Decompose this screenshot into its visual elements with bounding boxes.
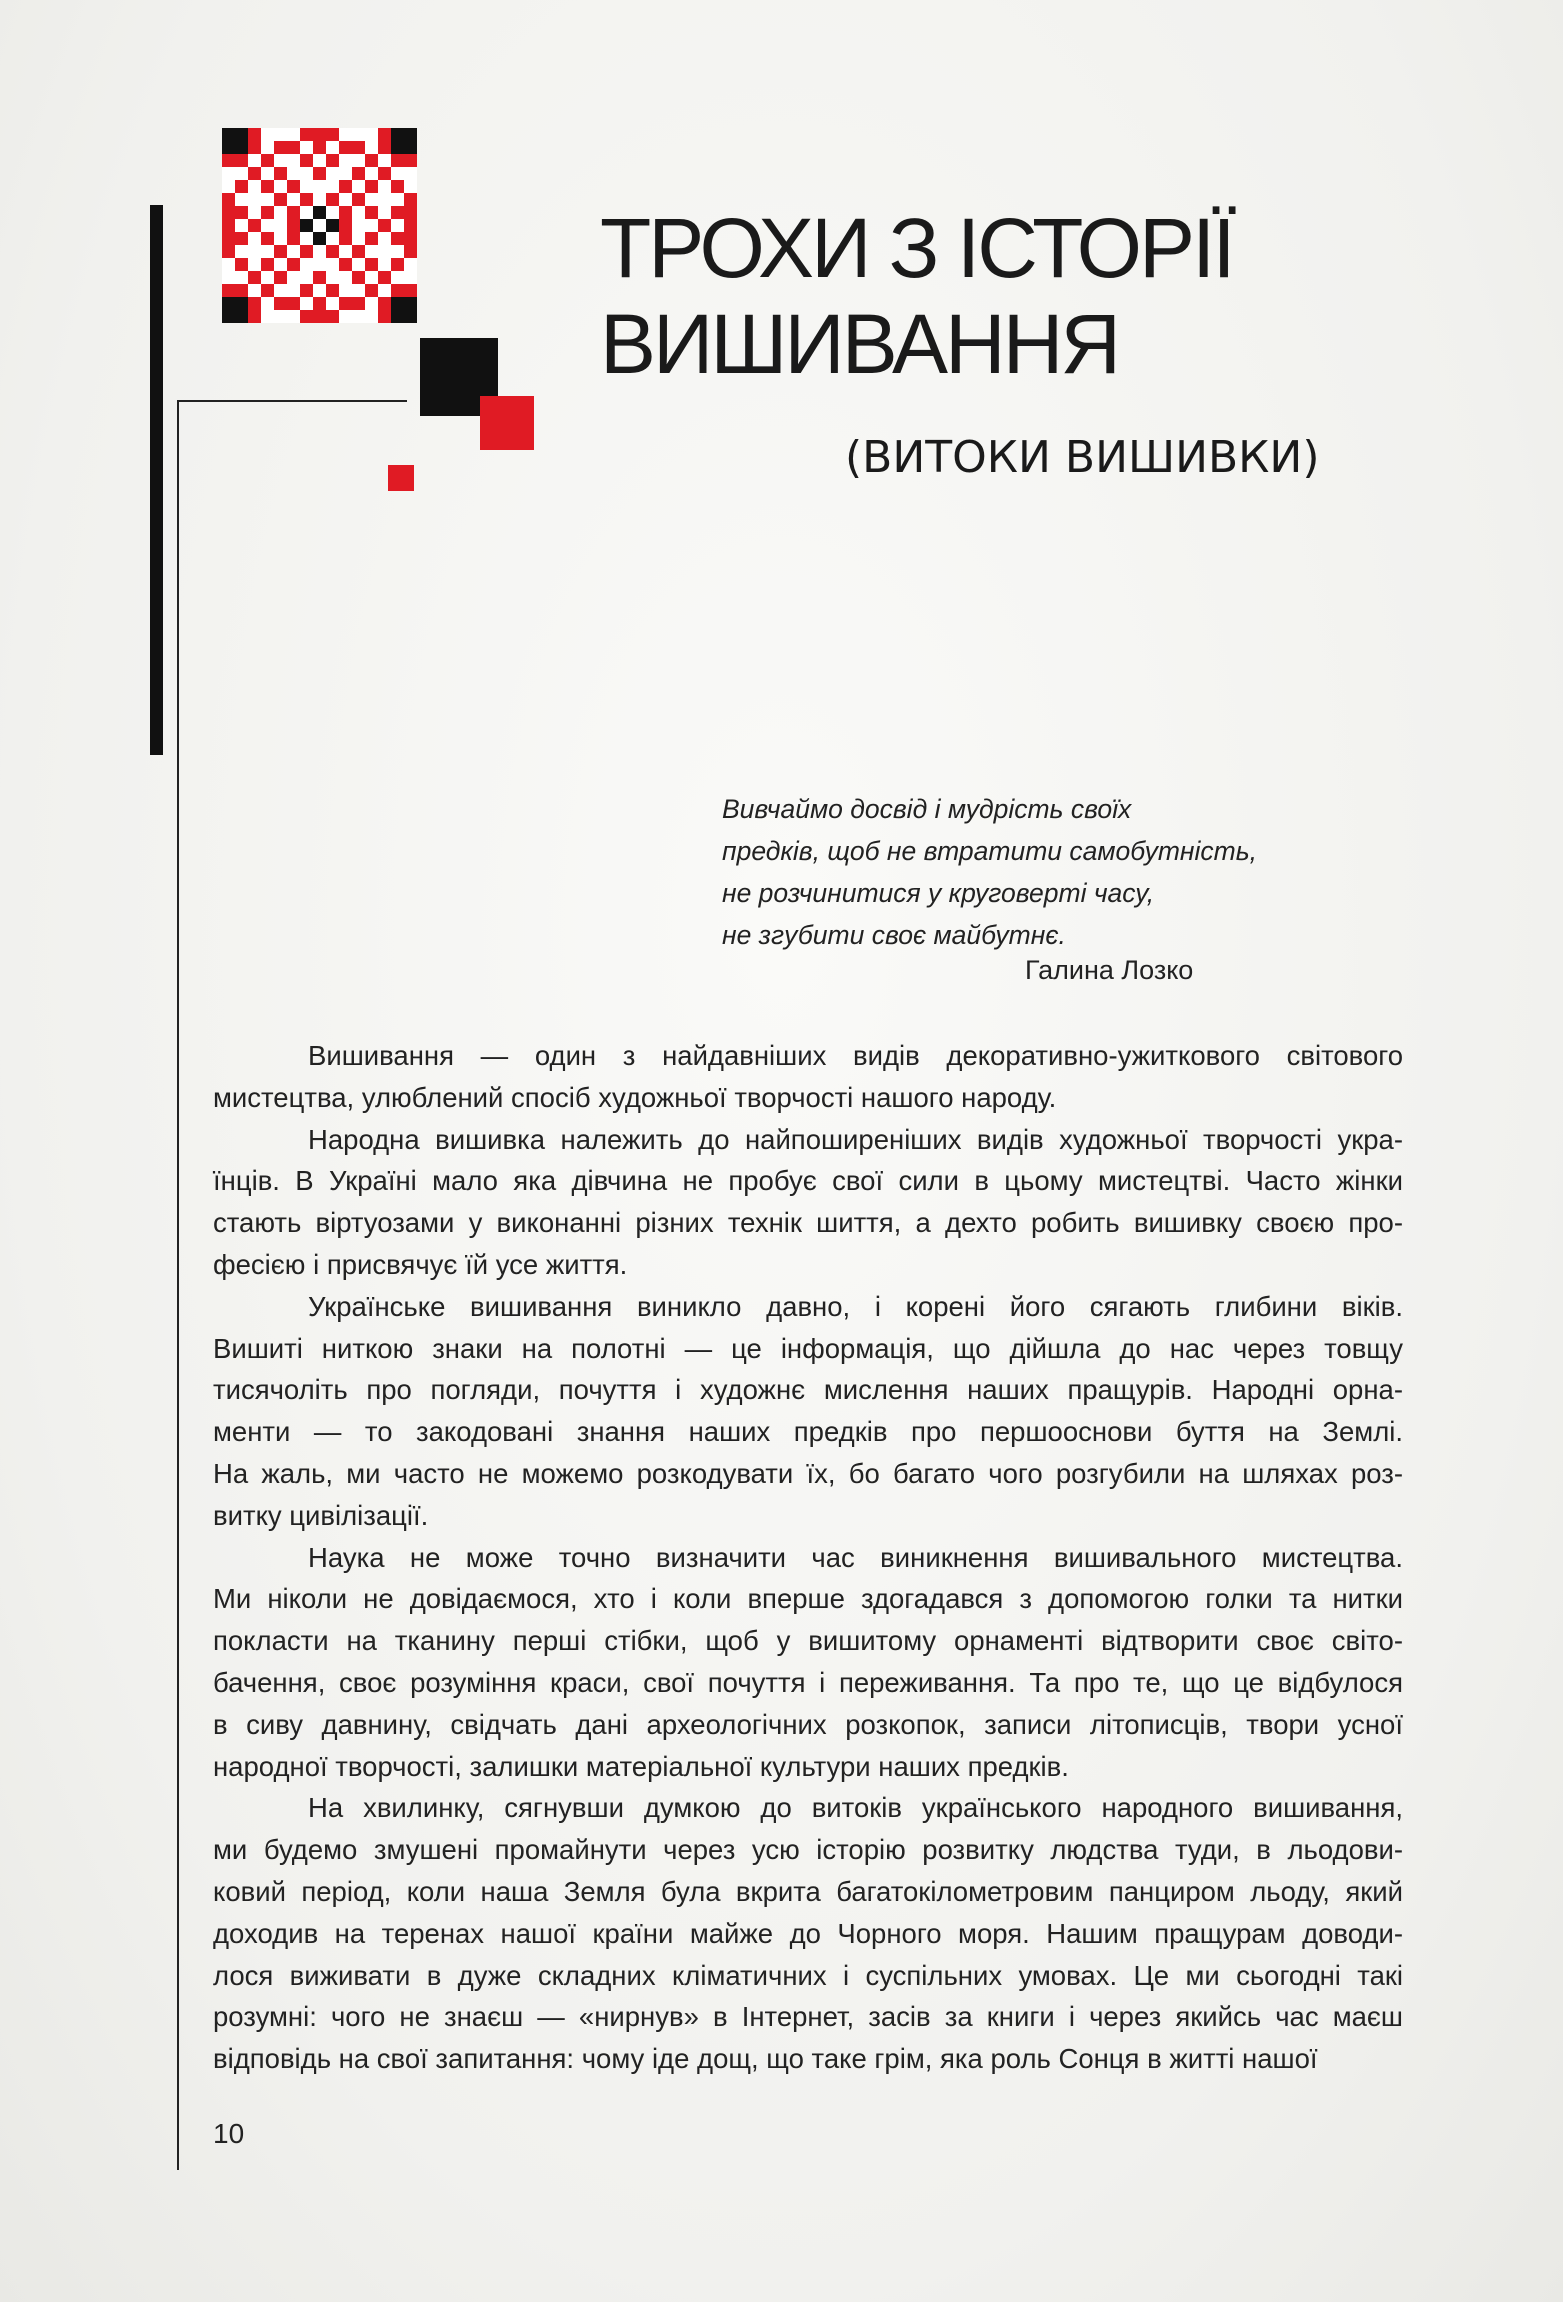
paragraph: [213, 1119, 1403, 1286]
paragraph-line: На жаль, ми часто не можемо розкодувати їх, бо багато чого розгубили на шляхах роз-: [213, 1457, 1403, 1489]
title-line-1: ТРОХИ З ІСТОРІЇ: [600, 201, 1233, 295]
paragraph-line: стають віртуозами у виконанні різних технік шиття, а дехто робить вишивку своєю про-: [213, 1207, 1403, 1239]
paragraph-line: їнців. В Україні мало яка дівчина не пробує свої сили в цьому мистецтві. Часто жінки: [213, 1165, 1403, 1197]
paragraph-line: лося виживати в дуже складних кліматичних і суспільних умовах. Це ми сьогодні такі: [213, 1959, 1403, 1991]
vertical-black-rule: [150, 205, 163, 755]
paragraph: [213, 1787, 1403, 2080]
horizontal-thin-rule: [177, 400, 407, 402]
paragraph-line: фесією і присвячує їй усе життя.: [213, 1248, 628, 1280]
paragraph: [213, 1035, 1403, 1119]
paragraph-line: покласти на тканину перші стібки, щоб у вишитому орнаменті відтворити своє світо-: [213, 1625, 1403, 1657]
page-number: 10: [213, 2118, 245, 2149]
paragraph-line: мистецтва, улюблений спосіб художньої творчості нашого народу.: [213, 1081, 1057, 1113]
paragraph-line: в сиву давнину, свідчать дані археологічних розкопок, записи літописців, твори усної: [213, 1708, 1403, 1740]
paragraph-line: бачення, своє розуміння краси, свої почуття і переживання. Та про те, що це відбулося: [213, 1666, 1403, 1698]
paragraph-line: тисячоліть про погляди, почуття і художнє мислення наших пращурів. Народні орна-: [213, 1374, 1403, 1406]
paragraph-line: Вишивання — один з найдавніших видів декоративно-ужиткового світового: [308, 1040, 1403, 1071]
paragraph-line: Українське вишивання виникло давно, і корені його сягають глибини віків.: [308, 1290, 1403, 1322]
paragraph: [213, 1537, 1403, 1788]
paragraph-line: витку цивілізації.: [213, 1499, 429, 1531]
paragraph-line: Народна вишивка належить до найпоширеніших видів художньої творчості укра-: [308, 1123, 1403, 1155]
epigraph-line: Вивчаймо досвід і мудрість своїх: [722, 794, 1132, 824]
paragraph-line: Наука не може точно визначити час виникнення вишивального мистецтва.: [308, 1541, 1403, 1573]
paragraph-line: Ми ніколи не довідаємося, хто і коли вперше здогадався з допомогою голки та нитки: [213, 1583, 1403, 1615]
paragraph-line: Вишиті ниткою знаки на полотні — це інформація, що дійшла до нас через товщу: [213, 1332, 1403, 1364]
paragraph-line: менти — то закодовані знання наших предків про першооснови буття на Землі.: [213, 1416, 1403, 1448]
paragraph-line: розумні: чого не знаєш — «нирнув» в Інтернет, засів за книги і через якийсь час маєш: [213, 2001, 1403, 2033]
paragraph-line: народної творчості, залишки матеріальної культури наших предків.: [213, 1750, 1069, 1782]
paragraph-line: відповідь на свої запитання: чому іде дощ, що таке грім, яка роль Сонця в житті нашої: [213, 2043, 1318, 2075]
page-subtitle: (ВИТОКИ ВИШИВКИ): [845, 432, 1320, 483]
epigraph: [722, 788, 1342, 956]
cross-stitch-ornament-icon: [222, 128, 542, 498]
paragraph: [213, 1286, 1403, 1537]
epigraph-line: не згубити своє майбутнє.: [722, 920, 1066, 950]
epigraph-author: Галина Лозко: [1025, 955, 1194, 985]
vertical-thin-rule: [177, 400, 179, 2170]
paragraph-line: На хвилинку, сягнувши думкою до витоків українського народного вишивання,: [308, 1792, 1403, 1824]
epigraph-line: не розчинитися у круговерті часу,: [722, 878, 1155, 908]
paragraph-line: доходив на теренах нашої країни майже до Чорного моря. Нашим пращурам доводи-: [213, 1917, 1403, 1949]
epigraph-line: предків, щоб не втратити самобутність,: [722, 836, 1258, 866]
paragraph-line: ковий період, коли наша Земля була вкрита багатокілометровим панциром льоду, який: [213, 1875, 1403, 1907]
page-title: [600, 200, 1400, 392]
paragraph-line: ми будемо змушені промайнути через усю історію розвитку людства туди, в льодови-: [213, 1834, 1403, 1866]
body-text: [213, 1035, 1403, 2080]
title-line-2: ВИШИВАННЯ: [600, 297, 1119, 391]
